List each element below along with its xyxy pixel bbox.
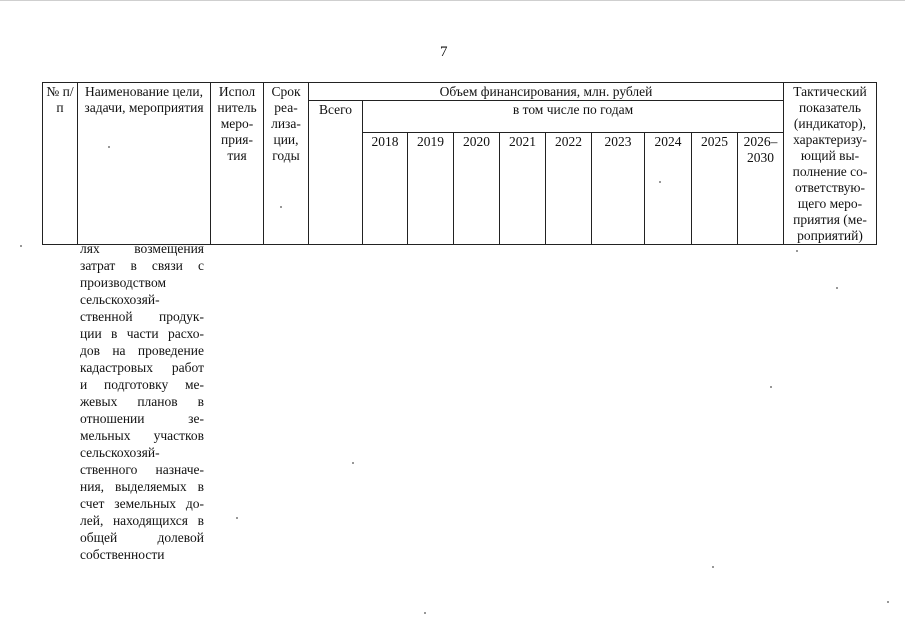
top-border-line xyxy=(0,0,905,1)
description-line: и подготовку ме- xyxy=(80,377,204,392)
scan-speck xyxy=(352,462,354,464)
description-line: затрат в связи с xyxy=(80,258,204,273)
scan-speck xyxy=(659,181,661,183)
description-line: ственного назначе- xyxy=(80,462,204,477)
year-cell: 2022 xyxy=(546,133,592,245)
year-cell: 2026– 2030 xyxy=(738,133,784,245)
scan-speck xyxy=(424,612,426,614)
description-line: производством xyxy=(80,275,167,290)
scan-speck xyxy=(836,287,838,289)
header-row-1 xyxy=(43,83,877,101)
activity-description xyxy=(80,240,204,563)
header-by-year: в том числе по годам xyxy=(363,101,784,133)
scan-speck xyxy=(796,250,798,252)
description-line: счет земельных до- xyxy=(80,496,204,511)
header-indicator: Тактический показатель (индикатор), характеризу- ющий вы- полнение со- ответствую- щего меро- приятия (ме- роприятий) xyxy=(784,83,877,245)
description-line: сельскохозяй- xyxy=(80,445,160,460)
year-cell: 2024 xyxy=(645,133,692,245)
description-line: кадастровых работ xyxy=(80,360,204,375)
funding-table xyxy=(42,82,877,245)
header-num: № п/п xyxy=(43,83,78,245)
scan-speck xyxy=(108,146,110,148)
year-cell: 2021 xyxy=(500,133,546,245)
description-line: ния, выделяемых в xyxy=(80,479,204,494)
scan-speck xyxy=(712,566,714,568)
description-line: ции в части расхо- xyxy=(80,326,204,341)
scan-speck xyxy=(280,206,282,208)
description-line: ственной продук- xyxy=(80,309,204,324)
description-line: собственности xyxy=(80,547,165,562)
year-cell: 2020 xyxy=(454,133,500,245)
page-number: 7 xyxy=(440,44,448,60)
year-cell: 2018 xyxy=(363,133,408,245)
year-cell: 2019 xyxy=(408,133,454,245)
header-period: Срок реа- лиза- ции, годы xyxy=(264,83,309,245)
header-executor: Испол нитель меро- прия- тия xyxy=(211,83,264,245)
year-cell: 2023 xyxy=(592,133,645,245)
description-line: общей долевой xyxy=(80,530,204,545)
description-line: мельных участков xyxy=(80,428,204,443)
description-line: отношении зе- xyxy=(80,411,204,426)
year-cell: 2025 xyxy=(692,133,738,245)
description-line: лях возмещения xyxy=(80,241,204,256)
description-line: сельскохозяй- xyxy=(80,292,160,307)
header-funding: Объем финансирования, млн. рублей xyxy=(309,83,784,101)
scan-speck xyxy=(20,245,22,247)
scan-speck xyxy=(887,601,889,603)
description-line: жевых планов в xyxy=(80,394,204,409)
header-name: Наименование цели, задачи, мероприятия xyxy=(78,83,211,245)
scan-speck xyxy=(770,386,772,388)
scan-speck xyxy=(236,517,238,519)
description-line: лей, находящихся в xyxy=(80,513,204,528)
header-total: Всего xyxy=(309,101,363,245)
description-line: дов на проведение xyxy=(80,343,204,358)
